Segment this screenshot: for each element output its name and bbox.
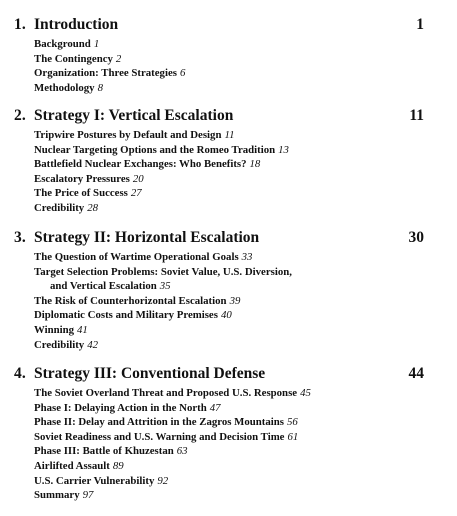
- chapter-number: 1.: [14, 16, 26, 33]
- section-page: 45: [300, 387, 311, 399]
- chapter-2: [0, 107, 457, 216]
- section-entry: [0, 128, 457, 143]
- section-page: 97: [82, 489, 94, 502]
- section-title: Escalatory Pressures: [34, 172, 130, 185]
- chapter-page: 44: [408, 365, 424, 382]
- section-page: 11: [224, 129, 235, 141]
- section-entry: [0, 52, 457, 67]
- section-entry: [0, 459, 457, 474]
- section-title: The Question of Wartime Operational Goals: [34, 251, 239, 263]
- section-title: The Risk of Counterhorizontal Escalation: [34, 294, 227, 307]
- section-page: 18: [249, 158, 261, 171]
- chapter-heading: [0, 365, 457, 385]
- section-entry: [0, 430, 457, 445]
- section-title: Background: [34, 38, 91, 50]
- chapter-title: Strategy II: Horizontal Escalation: [34, 229, 260, 246]
- section-page: 63: [176, 445, 188, 458]
- section-page: 39: [229, 294, 241, 307]
- section-entry: [0, 37, 457, 52]
- chapter-heading: [0, 16, 457, 36]
- section-list: [0, 37, 457, 95]
- section-page: 35: [159, 280, 171, 293]
- section-entry: [0, 323, 457, 338]
- chapter-number: 4.: [14, 365, 26, 382]
- section-entry: [0, 186, 457, 201]
- section-entry: [0, 66, 457, 81]
- section-entry: [0, 172, 457, 187]
- chapter-4: [0, 365, 457, 503]
- section-title: Diplomatic Costs and Military Premises: [34, 309, 218, 322]
- section-title: Credibility: [34, 338, 85, 351]
- section-title: The Soviet Overland Threat and Proposed U.S. Response: [34, 387, 298, 399]
- section-page: 27: [130, 187, 142, 200]
- chapter-heading: [0, 229, 457, 249]
- chapter-number: 2.: [14, 107, 26, 124]
- section-list: [0, 128, 457, 216]
- section-entry: [0, 143, 457, 158]
- section-page: 6: [179, 67, 186, 80]
- section-title: Tripwire Postures by Default and Design: [34, 129, 222, 141]
- section-title: Summary: [34, 489, 80, 502]
- section-entry: [0, 308, 457, 323]
- section-entry: [0, 338, 457, 353]
- section-title: The Price of Success: [34, 187, 128, 200]
- section-entry: [0, 157, 457, 172]
- chapter-page: 1: [416, 16, 424, 33]
- section-page: 8: [97, 81, 103, 94]
- chapter-1: [0, 16, 457, 95]
- section-title: U.S. Carrier Vulnerability: [34, 474, 155, 487]
- section-page: 92: [157, 474, 169, 487]
- section-title: Phase III: Battle of Khuzestan: [34, 445, 174, 458]
- section-page: 28: [87, 201, 98, 214]
- section-title: Credibility: [34, 201, 85, 214]
- section-page: 1: [93, 38, 100, 50]
- section-title: Nuclear Targeting Options and the Romeo Tradition: [34, 143, 276, 156]
- section-title: Winning: [34, 323, 75, 336]
- section-entry: [0, 386, 457, 401]
- chapter-title: Introduction: [34, 16, 119, 33]
- section-page: 20: [132, 172, 144, 185]
- section-page: 40: [220, 309, 232, 322]
- section-list: [0, 386, 457, 503]
- section-title: Target Selection Problems: Soviet Value, U.S. Diversion,: [34, 265, 292, 278]
- section-title: Phase I: Delaying Action in the North: [34, 401, 207, 414]
- chapter-heading: [0, 107, 457, 127]
- section-entry: [0, 250, 457, 265]
- section-page: 13: [278, 143, 289, 156]
- section-page: 2: [115, 52, 122, 65]
- section-entry: [0, 294, 457, 309]
- section-page: 41: [77, 323, 88, 336]
- section-entry: [0, 81, 457, 96]
- section-entry: [0, 488, 457, 503]
- section-list: [0, 250, 457, 352]
- section-title: Soviet Readiness and U.S. Warning and Decision Time: [34, 430, 285, 443]
- chapter-page: 11: [409, 107, 424, 124]
- section-entry-continued: [0, 279, 457, 294]
- section-entry: [0, 401, 457, 416]
- chapter-title: Strategy I: Vertical Escalation: [34, 107, 234, 124]
- section-title: Methodology: [34, 81, 95, 94]
- section-entry: [0, 265, 457, 280]
- section-page: 42: [87, 338, 98, 351]
- section-entry: [0, 415, 457, 430]
- section-title: and Vertical Escalation: [50, 280, 157, 293]
- section-page: 33: [241, 251, 253, 263]
- chapter-number: 3.: [14, 229, 26, 246]
- chapter-3: [0, 229, 457, 352]
- section-title: Battlefield Nuclear Exchanges: Who Benefits?: [34, 158, 247, 171]
- section-page: 56: [286, 416, 298, 429]
- section-title: Phase II: Delay and Attrition in the Zagros Mountains: [34, 416, 284, 429]
- section-entry: [0, 474, 457, 489]
- section-page: 61: [287, 430, 299, 443]
- section-entry: [0, 444, 457, 459]
- chapter-page: 30: [408, 229, 424, 246]
- section-title: The Contingency: [34, 52, 113, 65]
- section-entry: [0, 201, 457, 216]
- chapter-title: Strategy III: Conventional Defense: [34, 365, 266, 382]
- section-title: Organization: Three Strategies: [34, 67, 177, 80]
- section-page: 89: [112, 459, 124, 472]
- section-title: Airlifted Assault: [34, 459, 110, 472]
- section-page: 47: [209, 401, 221, 414]
